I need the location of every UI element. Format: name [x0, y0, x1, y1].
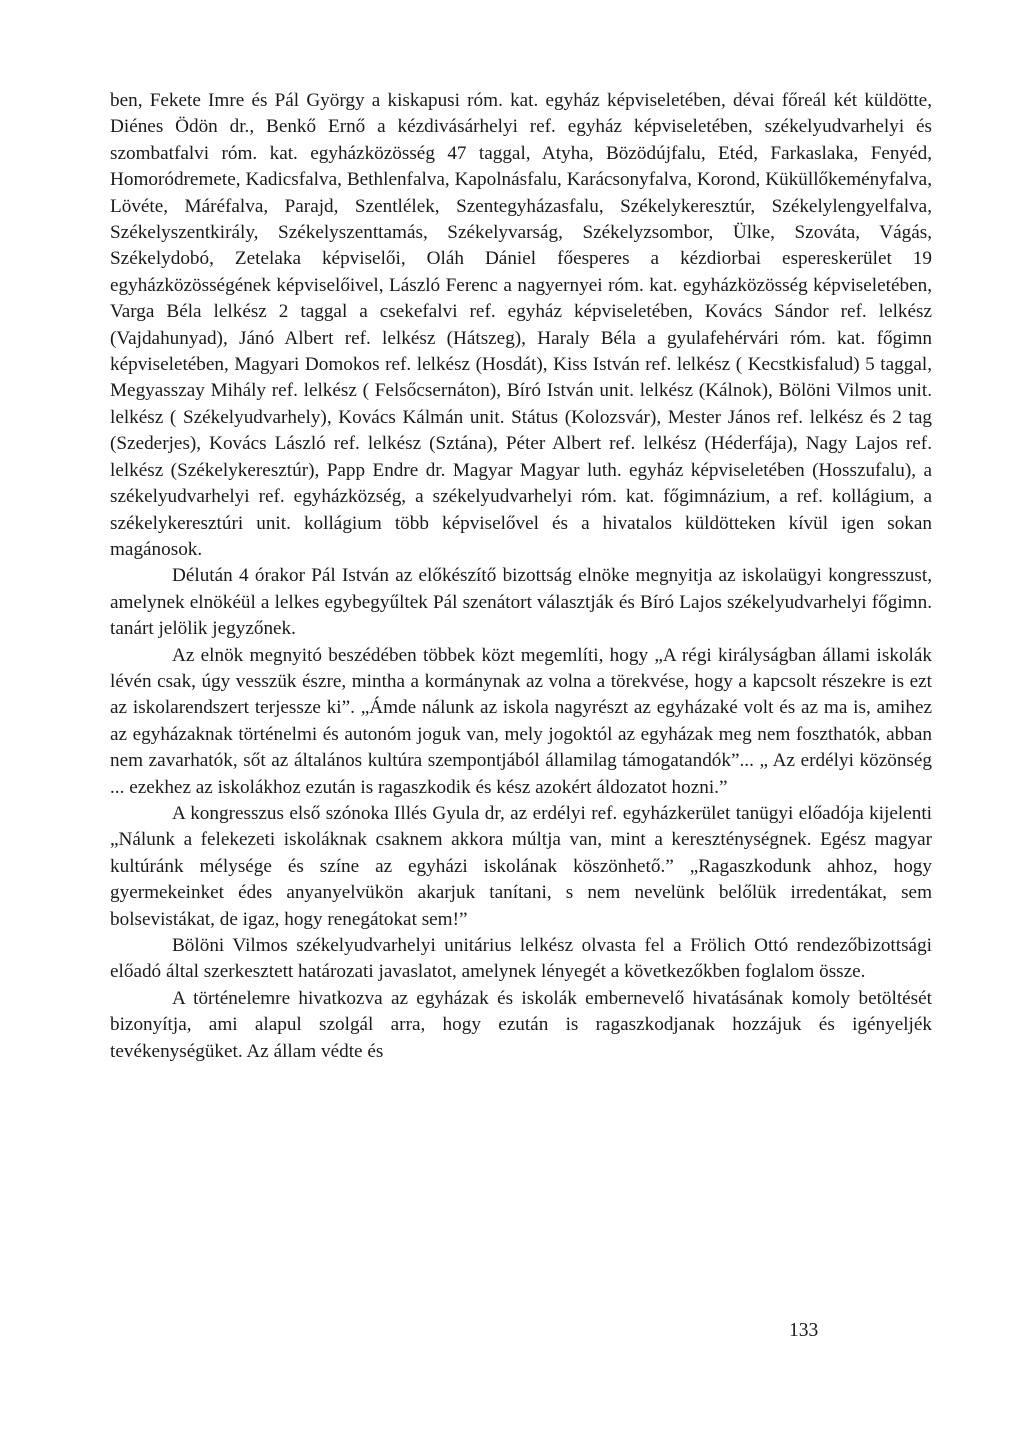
- paragraph-opening: Délután 4 órakor Pál István az előkészítő bizottság elnöke megnyitja az iskolaügyi kongresszust, amelynek elnökéül a lelkes egybegyűltek Pál szenátort választják és Bíró Lajos székelyudvarhelyi főgimn. tanárt jelölik jegyzőnek.: [110, 565, 932, 640]
- paragraph-first-speaker: A kongresszus első szónoka Illés Gyula dr, az erdélyi ref. egyházkerület tanügyi előadója kijelenti „Nálunk a felekezeti iskoláknak csaknem akkora múltja van, mint a kereszténységnek. Egész magyar kultúránk mélysége és színe az egyházi iskolának köszönhető.” „Ragaszkodunk ahhoz, hogy gyermekeinket édes anyanyelvükön akarjuk tanítani, s nem nevelünk belőlük irredentákat, sem bolsevistákat, de igaz, hogy renegátokat sem!”: [110, 802, 932, 930]
- paragraph-chair-speech: Az elnök megnyitó beszédében többek közt megemlíti, hogy „A régi királyságban állami iskolák lévén csak, úgy vesszük észre, mintha a kormánynak az volna a törekvése, hogy a kapcsolt részekre is ezt az iskolarendszert terjessze ki”. „Ámde nálunk az iskola nagyrészt az egyházaké volt és az ma is, amihez az egyházaknak történelmi és autonóm joguk van, mely jogoktól az egyházak meg nem foszthatók, abban nem zavarhatók, sőt az általános kultúra szempontjából államilag támogatandók”... „ Az erdélyi közönség ... ezekhez az iskolákhoz ezután is ragaszkodik és kész azokért áldozatot hozni.”: [110, 644, 932, 798]
- paragraph-continuation: ben, Fekete Imre és Pál György a kiskapusi róm. kat. egyház képviseletében, dévai főreál két küldötte, Diénes Ödön dr., Benkő Ernő a kézdivásárhelyi ref. egyház képviseletében, székelyudvarhelyi és szombatfalvi róm. kat. egyházközösség 47 taggal, Atyha, Bözödújfalu, Etéd, Farkaslaka, Fenyéd, Homoródremete, Kadicsfalva, Bethlenfalva, Kapolnásfalu, Karácsonyfalva, Korond, Küküllőkeményfalva, Lövéte, Máréfalva, Parajd, Szentlélek, Szentegyházasfalu, Székelykeresztúr, Székelylengyelfalva, Székelyszentkirály, Székelyszenttamás, Székelyvarság, Székelyzsombor, Ülke, Szováta, Vágás, Székelydobó, Zetelaka képviselői, Oláh Dániel főesperes a kézdiorbai esperesker​ület 19 egyházközösségének képviselőivel, László Ferenc a nagyernyei róm. kat. egyházközösség képviseletében, Varga Béla lelkész 2 taggal a csekefalvi ref. egyház képviseletében, Kovács Sándor ref. lelkész (Vajdahunyad), Jánó Albert ref. lelkész (Hátszeg), Haraly Béla a gyulafehérvári róm. kat. főgimn képviseletében, Magyari Domokos ref. lelkész (Hosdát), Kiss István ref. lelkész ( Kecstkisfalud) 5 taggal, Megyasszay Mihály ref. lelkész ( Felsőcsernáton), Bíró István unit. lelkész (Kálnok), Bölöni Vilmos unit. lelkész ( Székelyudvarhely), Kovács Kálmán unit. Státus (Kolozsvár), Mester János ref. lelkész és 2 tag (Szederjes), Kovács László ref. lelkész (Sztána), Péter Albert ref. lelkész (Héderfája), Nagy Lajos ref. lelkész (Székelykeresztúr), Papp Endre dr. Magyar Magyar luth. egyház képviseletében (Hosszufalu), a székelyudvarhelyi ref. egyházközség, a székelyudvarhelyi róm. kat. főgimnázium, a ref. kollágium, a székelykeresztúri unit. kollágium több képviselővel és a hivatalos küldötteken kívül igen sokan magánosok.: [110, 90, 932, 560]
- page-number: 133: [789, 1320, 819, 1341]
- paragraph-resolution-summary: A történelemre hivatkozva az egyházak és iskolák embernevelő hivatásának komoly betöltését bizonyítja, ami alapul szolgál arra, hogy ezután is ragaszkodjanak hozzájuk és igényeljék tevékenységüket. Az állam védte és: [110, 987, 932, 1062]
- page-body: [110, 88, 932, 1065]
- paragraph-resolution-reading: Bölöni Vilmos székelyudvarhelyi unitárius lelkész olvasta fel a Frölich Ottó rendezőbizottsági előadó által szerkesztett határozati javaslatot, amelynek lényegét a következőkben foglalom össze.: [110, 935, 932, 983]
